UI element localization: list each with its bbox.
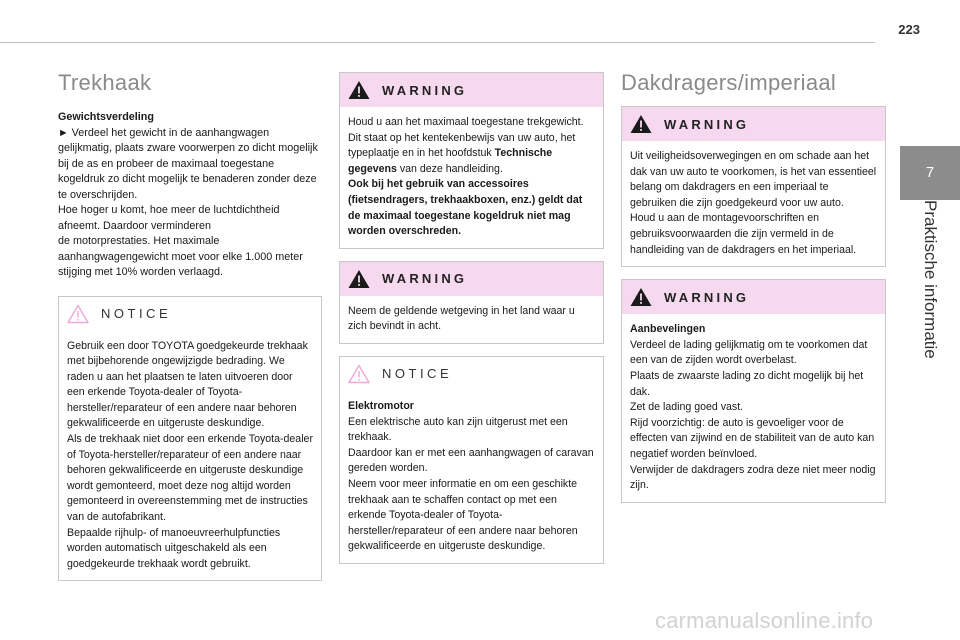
notice-label: NOTICE — [101, 306, 172, 321]
page-number: 223 — [898, 22, 920, 37]
section-title-dakdragers: Dakdragers/imperiaal — [621, 70, 837, 95]
chapter-title-container — [900, 200, 960, 440]
warning-text: Neem de geldende wetgeving in het land waar u zich bevindt in acht. — [348, 304, 575, 333]
warning-label: WARNING — [382, 82, 468, 98]
warning-header — [340, 262, 603, 296]
warning-triangle-icon — [630, 287, 652, 307]
chapter-title: Praktische informatie — [921, 200, 940, 359]
warning-text: Verdeel de lading gelijkmatig om te voorkomen dat een van de zijden wordt overbelast. Plaats de zwaarste lading zo dicht mogelijk bij het dak. Zet de lading goed vast. Rijd voorzichtig: de auto is gevoeliger voor de effecten van zijwind en de stabiliteit van de auto kan negatief worden beïnvloed. Verwijder de dakdragers zodra deze niet meer nodig zijn. — [630, 338, 876, 492]
column-warnings — [339, 70, 604, 576]
warning-text-part-a: Houd u aan het maximaal toegestane trekgewicht. Dit staat op het kentekenbewijs van uw auto, het typeplaatje en in het hoofdstuk — [348, 116, 584, 160]
warning-text-bold-technische: Technische gegevens — [348, 147, 553, 175]
notice-box-trekhaak — [58, 296, 322, 582]
warning-box-trekgewicht — [339, 72, 604, 249]
section-title-trekhaak: Trekhaak — [58, 70, 152, 95]
header-divider — [0, 42, 875, 43]
warning-box-wetgeving — [339, 261, 604, 344]
warning-text-bold-accessoires: Ook bij het gebruik van accessoires (fietsendragers, trekhaakboxen, enz.) geldt dat de maximaal toegestane kogeldruk niet mag worden overschreden. — [348, 178, 583, 238]
warning-heading-aanbevelingen: Aanbevelingen — [630, 323, 706, 336]
notice-text: Gebruik een door TOYOTA goedgekeurde trekhaak met bijbehorende ongewijzigde bedrading. We raden u aan het plaatsen te laten uitvoeren door een erkende Toyota-dealer of Toyota-hersteller/reparateur of een andere naar behoren gekwalificeerde en uitgeruste deskundige. Als de trekhaak niet door een erkende Toyota-dealer of Toyota-hersteller/reparateur of een andere naar behoren gekwalificeerde en uitgeruste deskundige wordt gemonteerd, moet deze nog altijd worden gemonteerd in overeenstemming met de instructies van de autofabrikant. Bepaalde rijhulp- of manoeuvreerhulpfuncties worden automatisch uitgeschakeld als een goedgekeurde trekhaak wordt gebruikt. — [67, 339, 313, 570]
warning-text: Uit veiligheidsoverwegingen en om schade aan het dak van uw auto te voorkomen, is het van essentieel belang om dakdragers en een imperiaal te gebruiken die zijn goedgekeurd voor uw auto. Houd u aan de montagevoorschriften en gebruiksvoorwaarden die zijn vermeld in de handleiding van de dakdragers en het imperiaal. — [630, 150, 877, 256]
warning-header — [340, 73, 603, 107]
warning-header — [622, 280, 885, 314]
warning-header — [622, 107, 885, 141]
warning-box-aanbevelingen — [621, 279, 886, 503]
chapter-tab[interactable]: 7 — [900, 146, 960, 200]
column-trekhaak — [58, 70, 322, 593]
warning-box-dakdragers — [621, 106, 886, 267]
warning-text — [348, 115, 595, 240]
notice-label: NOTICE — [382, 366, 453, 382]
warning-label: WARNING — [664, 116, 750, 132]
warning-text-part-b: van deze handleiding. — [396, 162, 503, 175]
warning-label: WARNING — [664, 289, 750, 305]
warning-label: WARNING — [382, 271, 468, 287]
notice-triangle-icon — [67, 304, 89, 324]
notice-heading-elektromotor: Elektromotor — [348, 399, 414, 412]
body-gewichtsverdeling: ► Verdeel het gewicht in de aanhangwagen gelijkmatig, plaats zware voorwerpen zo dicht mogelijk bij de as en probeer de maximaal toegestane kogeldruk zo dicht mogelijk te benaderen zonder deze te overschrijden. Hoe hoger u komt, hoe meer de luchtdichtheid afneemt. Daardoor verminderen de motorprestaties. Het maximale aanhangwagengewicht moet voor elke 1.000 meter stijging met 10% worden verlaagd. — [58, 126, 318, 278]
notice-header — [340, 357, 603, 391]
notice-text: Een elektrische auto kan zijn uitgerust met een trekhaak. Daardoor kan er met een aanhangwagen of caravan gereden worden. Neem voor meer informatie en om een geschikte trekhaak aan te schaffen contact op met een erkende Toyota-dealer of Toyota-hersteller/reparateur of een andere naar behoren gekwalificeerde en uitgeruste deskundige. — [348, 415, 594, 553]
subheading-gewichtsverdeling: Gewichtsverdeling — [58, 111, 155, 123]
notice-box-elektromotor — [339, 356, 604, 564]
column-dakdragers — [621, 70, 886, 515]
warning-triangle-icon — [630, 114, 652, 134]
watermark: carmanualsonline.info — [655, 608, 874, 633]
warning-triangle-icon — [348, 80, 370, 100]
notice-triangle-icon — [348, 364, 370, 384]
warning-triangle-icon — [348, 269, 370, 289]
notice-header — [59, 297, 321, 331]
